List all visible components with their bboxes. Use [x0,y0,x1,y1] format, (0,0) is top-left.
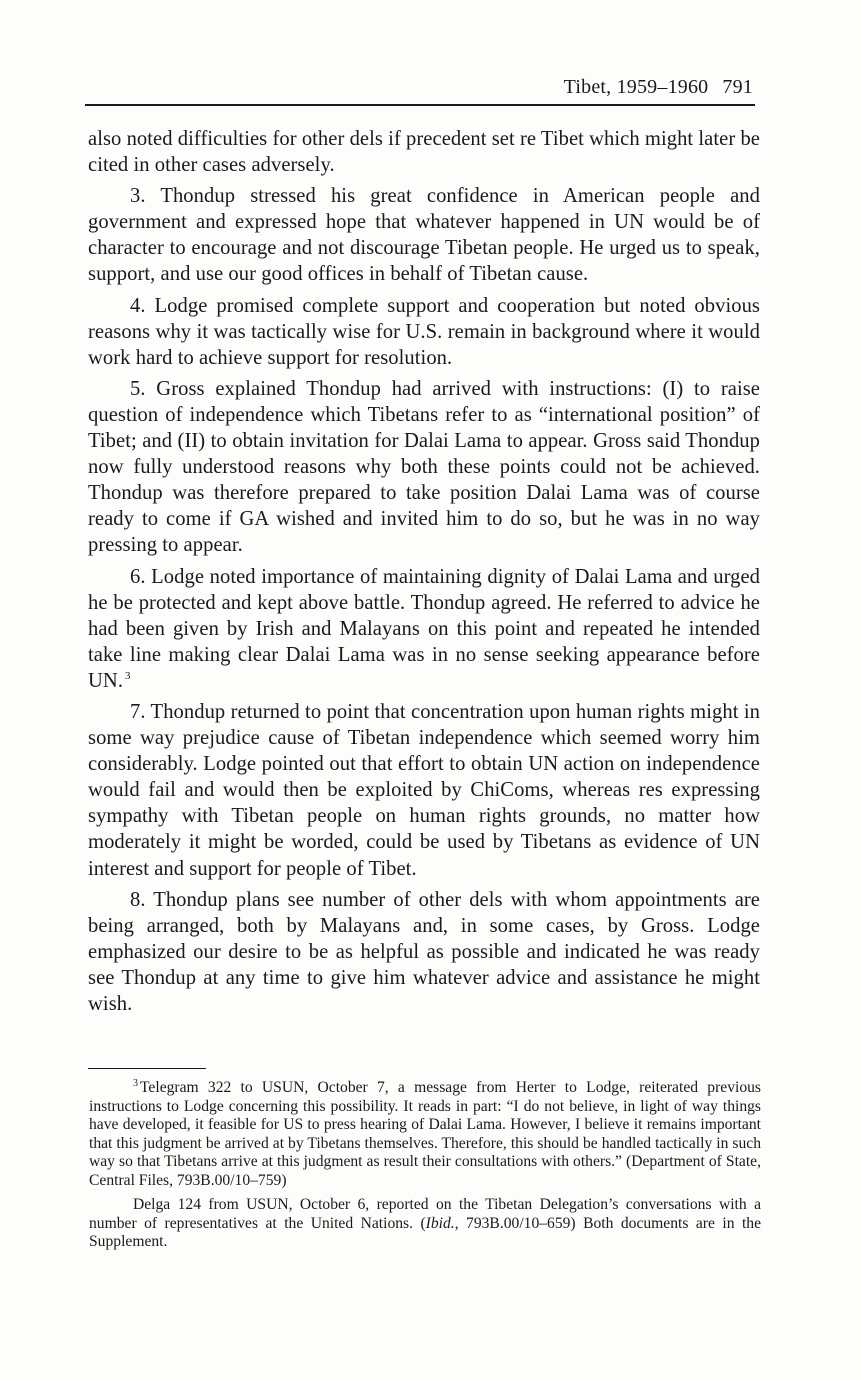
body-text [88,126,760,1022]
paragraph-7: 7. Thondup returned to point that concentration upon human rights might in some way prejudice cause of Tibetan independence which seemed worry him considerably. Lodge pointed out that effort to obtain UN action on independence would fail and would then be exploited by ChiComs, whereas res expressing sympathy with Tibetan people on human rights grounds, no matter how moderately it might be worded, could be used by Tibetans as evidence of UN interest and support for people of Tibet. [88,700,760,880]
footnote-3-text: Telegram 322 to USUN, October 7, a message from Herter to Lodge, reiterated previous instructions to Lodge concerning this possibility. It reads in part: “I do not believe, in light of way things have developed, it feasible for US to press hearing of Dalai Lama. However, I believe it remains important that this judgment be arrived at by Tibetans themselves. Therefore, this should be handled tactically in such way so that Tibetans arrive at this judgment as result their consultations with others.” (Department of State, Central Files, 793B.00/10–759) [89,1079,761,1189]
paragraph-6 [88,564,760,694]
page-header [85,74,755,106]
paragraph-5: 5. Gross explained Thondup had arrived with instructions: (I) to raise question of independence which Tibetans refer to as “international position” of Tibet; and (II) to obtain invitation for Dalai Lama to appear. Gross said Thondup now fully understood reasons why both these points could not be achieved. Thondup was therefore prepared to take position Dalai Lama was of course ready to come if GA wished and invited him to do so, but he was in no way pressing to appear. [88,377,760,557]
paragraph-8: 8. Thondup plans see number of other dels with whom appointments are being arranged, both by Malayans and, in some cases, by Gross. Lodge emphasized our desire to be as helpful as possible and indicated he was ready see Thondup at any time to give him whatever advice and assistance he might wish. [88,888,760,1015]
footnote-delga [89,1196,761,1252]
footnote-divider [88,1068,206,1069]
paragraph-continuation: also noted difficulties for other dels if precedent set re Tibet which might later be cited in other cases adversely. [88,128,760,177]
footnote-3 [89,1079,761,1190]
footnote-delga-text-b: , 793B.00/10–659) Both documents are in the Supplement. [89,1214,761,1250]
footnote-delga-text-a: Delga 124 from USUN, October 6, reported on the Tibetan Delegation’s conversations with a number of representatives at the United Nations. ( [89,1196,761,1232]
footnote-reference-3: 3 [125,670,131,683]
paragraph-3: 3. Thondup stressed his great confidence in American people and government and expressed hope that whatever happened in UN would be of character to encourage and not discourage Tibetan people. He urged us to speak, support, and use our good offices in behalf of Tibetan cause. [88,185,760,286]
running-head-title: Tibet, 1959–1960 [563,76,709,98]
footnote-3-mark: 3 [133,1077,138,1089]
page-number: 791 [722,76,753,98]
running-head [564,74,753,100]
footnotes [89,1079,761,1258]
paragraph-6-text: 6. Lodge noted importance of maintaining dignity of Dalai Lama and urged he be protected and kept above battle. Thondup agreed. He referred to advice he had been given by Irish and Malayans on this point and repeated he intended take line making clear Dalai Lama was in no sense seeking appearance before UN. [88,565,760,692]
footnote-delga-ibid: Ibid. [425,1214,455,1232]
paragraph-4: 4. Lodge promised complete support and cooperation but noted obvious reasons why it was tactically wise for U.S. remain in background where it would work hard to achieve support for resolution. [88,294,760,369]
